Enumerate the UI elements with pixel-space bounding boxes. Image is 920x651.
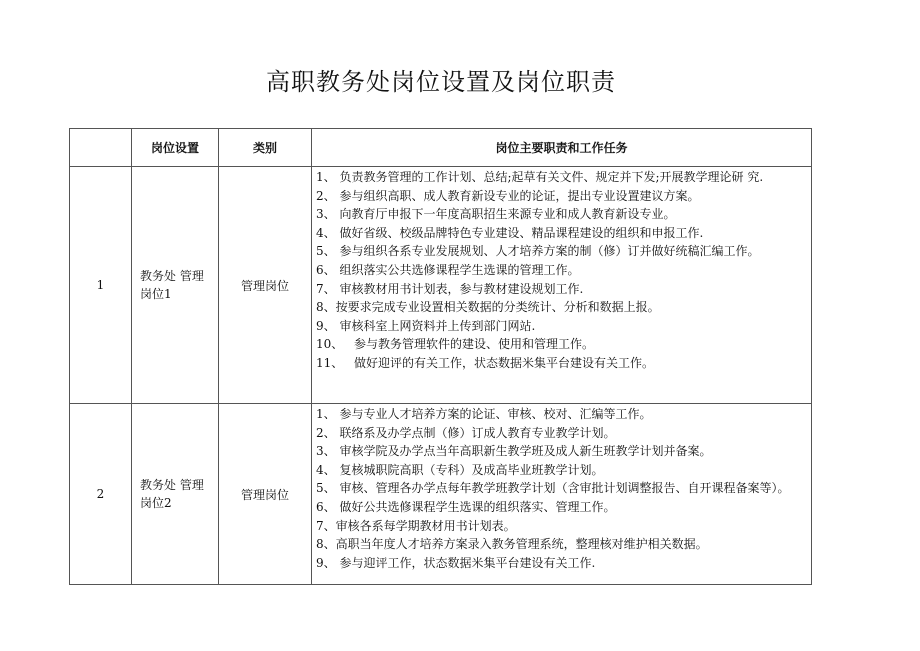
header-position: 岗位设置 (132, 129, 219, 167)
duty-item: 2、 联络系及办学点制（修）订成人教育专业教学计划。 (316, 425, 616, 440)
duty-item: 7、审核各系每学期教材用书计划表。 (316, 518, 516, 533)
duties-cell (312, 167, 812, 404)
duty-item: 5、 审核、管理各办学点每年教学班教学计划（含审批计划调整报告、自开课程备案等）。 (316, 481, 790, 496)
duty-item: 9、 审核科室上网资料并上传到部门网站. (316, 318, 536, 333)
duties-table (69, 128, 812, 585)
duty-item: 6、 做好公共选修课程学生选课的组织落实、管理工作。 (316, 499, 616, 514)
header-duties: 岗位主要职责和工作任务 (312, 129, 812, 167)
row-number: 1 (70, 167, 132, 404)
duties-list (312, 167, 811, 402)
row-number: 2 (70, 404, 132, 585)
duty-item: 4、 做好省级、校级品牌特色专业建设、精品课程建设的组织和申报工作. (316, 225, 704, 240)
duty-text: 参与教务管理软件的建设、使用和管理工作。 (354, 337, 595, 352)
duty-number: 10、 (316, 337, 344, 352)
table-header-row (70, 129, 812, 167)
duty-number: 11、 (316, 355, 344, 370)
duties-cell (312, 404, 812, 585)
document-title: 高职教务处岗位设置及岗位职责 (266, 68, 616, 96)
duty-item (316, 335, 809, 354)
duty-item: 9、 参与迎评工作，状态数据米集平台建设有关工作. (316, 555, 596, 570)
duty-item (316, 354, 809, 373)
position-category: 管理岗位 (219, 404, 312, 585)
duties-list (312, 404, 811, 583)
duty-item: 3、 审核学院及办学点当年高职新生教学班及成人新生班教学计划并备案。 (316, 444, 712, 459)
duty-item: 7、 审核教材用书计划表，参与教材建设规划工作. (316, 281, 584, 296)
duty-item: 1、 负责教务管理的工作计划、总结;起草有关文件、规定并下发;开展教学理论研 究. (316, 170, 764, 184)
table-row (70, 404, 812, 585)
position-name: 教务处 管理岗位2 (132, 404, 219, 585)
position-name: 教务处 管理岗位1 (132, 167, 219, 404)
duty-item: 2、 参与组织高职、成人教育新设专业的论证，提出专业设置建议方案。 (316, 188, 700, 203)
duty-item: 8、高职当年度人才培养方案录入教务管理系统，整理核对维护相关数据。 (316, 537, 708, 552)
duty-item: 5、 参与组织各系专业发展规划、人才培养方案的制（修）订并做好统稿汇编工作。 (316, 244, 760, 259)
duty-item: 6、 组织落实公共选修课程学生选课的管理工作。 (316, 262, 580, 277)
duty-item: 4、 复核城职院高职（专科）及成高毕业班教学计划。 (316, 462, 604, 477)
duty-item: 1、 参与专业人才培养方案的论证、审核、校对、汇编等工作。 (316, 407, 652, 421)
duty-text: 做好迎评的有关工作，状态数据米集平台建设有关工作。 (354, 355, 655, 370)
duty-item: 3、 向教育厅申报下一年度高职招生来源专业和成人教育新设专业。 (316, 207, 676, 222)
header-number (70, 129, 132, 167)
duty-item: 8、按要求完成专业设置相关数据的分类统计、分析和数据上报。 (316, 300, 660, 315)
position-category: 管理岗位 (219, 167, 312, 404)
table-row (70, 167, 812, 404)
header-category: 类别 (219, 129, 312, 167)
